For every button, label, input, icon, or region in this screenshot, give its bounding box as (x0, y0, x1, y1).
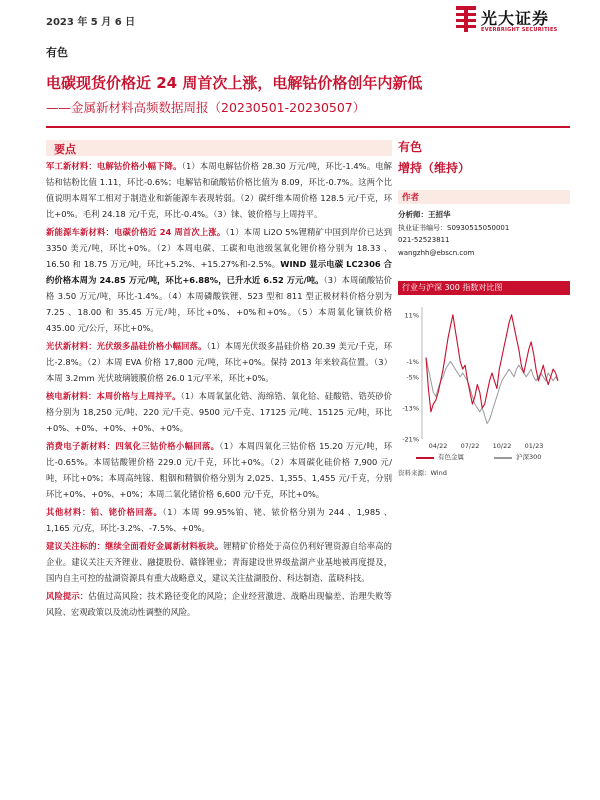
key-point-lead: 风险提示： (46, 591, 89, 601)
title-divider (46, 126, 570, 128)
series-line-index (426, 358, 558, 424)
key-point-text: （1）本周光伏级多晶硅价格 20.39 美元/千克，环比-2.8%。（2）本周 EVA 价格 17,800 元/吨，环比+0%。保持 2013 年来较高位置。（3）本周 3.2mm 光伏玻璃镀膜价格 26.0 1元/平米，环比+0%。 (46, 341, 392, 383)
key-point-paragraph (46, 388, 392, 436)
y-tick-label: -5% (406, 373, 419, 382)
comparison-chart (398, 299, 568, 451)
key-point-lead: 光伏新材料：光伏级多晶硅价格小幅回落。 (46, 341, 207, 351)
report-date: 2023 年 5 月 6 日 (46, 17, 136, 28)
y-tick-label: -13% (402, 404, 419, 413)
logo-icon (455, 6, 477, 32)
sidebar (398, 138, 570, 477)
sidebar-sector: 有色 (398, 140, 423, 154)
key-point-paragraph (46, 538, 392, 586)
key-point-lead: 军工新材料：电解钴价格小幅下降。 (46, 161, 182, 171)
x-tick-label: 07/22 (460, 442, 480, 450)
y-tick-label: -1% (406, 357, 419, 366)
chart-legend (398, 451, 570, 465)
key-point-text: 估值过高风险；技术路径变化的风险；企业经营激进、战略出现偏差、治理失败等风险、宏观政策以及流动性调整的风险。 (46, 591, 392, 617)
analyst-name: 分析师：王招华 (398, 210, 451, 219)
report-title: 电碳现货价格近 24 周首次上涨，电解钴价格创年内新低 (46, 74, 423, 92)
key-point-text: （1）本周四氧化三钴价格 15.20 万元/吨，环比-0.65%。本周钴酸锂价格 229.0 元/千克，环比+0%。（2）本周碳化硅价格 7,900 元/吨，环比+0%；本周高纯镓、粗铟和精铟价格分别为 2,025、1,355、1,455 元/千克，分别环比+0%、+0%、+0%；本周二氧化锗价格 6,600 元/千克，环比+0%。 (46, 441, 392, 499)
chart-header (398, 281, 570, 295)
key-point-paragraph (46, 338, 392, 386)
legend-swatch (494, 457, 512, 459)
key-point-text: （3）本周硫酸钴价格 3.50 万元/吨，环比-1.4%。（4）本周磷酸铁锂、523 型和 811 型正极材料价格分别为 7.25 、18.00 和 35.45 万元/吨，环比+0%、+0%和+0%。（5）本周氧化镝铁价格 435.00 元/公斤，环比+0%。 (46, 275, 392, 333)
key-point-paragraph (46, 588, 392, 620)
key-point-paragraph (46, 158, 392, 222)
key-point-paragraph (46, 438, 392, 502)
author-header (398, 190, 570, 204)
x-tick-label: 04/22 (428, 442, 448, 450)
x-tick-label: 10/22 (492, 442, 512, 450)
key-point-lead: 其他材料：铂、铑价格回落。 (46, 507, 163, 517)
key-points-header (46, 140, 392, 156)
chart-source: 资料来源：Wind (398, 469, 447, 477)
logo-english: EVERBRIGHT SECURITIES (481, 27, 558, 33)
company-logo (455, 6, 575, 36)
series-line-sector (426, 315, 558, 412)
key-points-body (46, 158, 392, 622)
key-point-text: 锂精矿价格处于高位仍利好锂资源自给率高的企业。建议关注天齐锂业、融捷股份、赣锋锂业；青海建设世界级盐湖产业基地被再度提及，国内自主可控的盐湖资源具有重大战略意义，建议关注盐湖股份、科达制造、蓝晓科技。 (46, 541, 392, 583)
key-point-lead: 新能源车新材料：电碳价格近 24 周首次上涨。 (46, 227, 226, 237)
legend-label: 有色金属 (438, 453, 464, 461)
key-point-paragraph (46, 504, 392, 536)
key-point-text: （1）本周 Li2O 5%锂精矿中国到岸价已达到 3350 美元/吨，环比+0%。（2）本周电碳、工碳和电池级氢氧化锂价格分别为 18.33 、16.50 和 18.75 万元/吨，环比+5.2%、+15.27%和-2.5%。 (46, 227, 392, 269)
y-tick-label: -21% (402, 435, 419, 444)
analyst-email[interactable]: wangzhh@ebscn.com (398, 248, 475, 257)
key-point-lead: 消费电子新材料：四氧化三钴价格小幅回落。 (46, 441, 220, 451)
chart-heading: 行业与沪深 300 指数对比图 (402, 283, 503, 292)
sector-label: 有色 (46, 46, 68, 59)
author-heading: 作者 (402, 193, 420, 203)
legend-label: 沪深300 (516, 453, 542, 461)
key-point-paragraph (46, 224, 392, 336)
key-point-text: （1）本周氧氯化锆、海绵锆、氧化铪、硅酸锆、锆英砂价格分别为 18,250 元/吨、220 元/千克、9500 元/千克、17125 元/吨、15125 元/吨，环比+0%、+0%、+0%、+0%、+0%。 (46, 391, 392, 433)
key-point-lead: 建议关注标的：继续全面看好金属新材料板块。 (46, 541, 224, 551)
key-points-heading: 要点 (54, 143, 76, 156)
key-point-lead: 核电新材料：本周价格与上周持平。 (46, 391, 181, 401)
analyst-phone: 021-52523811 (398, 236, 450, 244)
key-point-text: （1）本周电解钴价格 28.30 万元/吨，环比-1.4%。电解钴和钴粉比值 1.11，环比-0.6%；电解钴和硫酸钴价格比值为 8.09，环比-0.7%。这两个比值说明本周军工相对于制造业和新能源车表现转弱。（2）碳纤维本周价格 128.5 元/千克，环比+0%。毛利 24.18 元/千克，环比-0.4%。（3）铼、铍价格与上周持平。 (46, 161, 392, 219)
y-tick-label: 11% (404, 311, 419, 320)
key-point-text: （1）本周 99.95%铂、铑、铱价格分别为 244 、1,985 、1,165 元/克，环比-3.2%、-7.5%、+0%。 (46, 507, 392, 533)
rating-label: 增持（维持） (398, 161, 471, 175)
legend-swatch (416, 457, 434, 459)
report-subtitle: ——金属新材料高频数据周报（20230501-20230507） (46, 100, 366, 115)
key-point-text: WIND 显示电碳 LC2306 合约价格本周为 24.85 万元/吨，环比+6.88%，已升水近 6.52 万元/吨。 (46, 259, 392, 285)
x-tick-label: 01/23 (524, 442, 544, 450)
analyst-cert: 执业证书编号：S0930515050001 (398, 223, 510, 232)
logo-name: 光大证券 (481, 9, 550, 28)
